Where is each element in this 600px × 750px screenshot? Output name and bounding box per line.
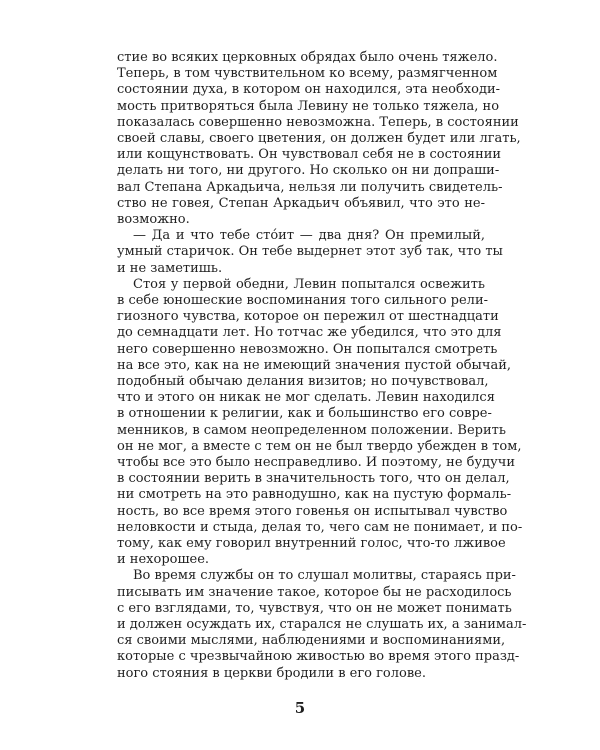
text-line: неловкости и стыда, делая то, чего сам не понимает, и по- <box>117 519 523 535</box>
text-line: стие во всяких церковных обрядах было очень тяжело. <box>117 50 498 65</box>
text-line: состоянии духа, в котором он находился, эта необходи- <box>117 82 501 98</box>
text-line: писывать им значение такое, которое бы не расходилось <box>117 584 512 600</box>
text-line: гиозного чувства, которое он пережил от шестнадцати <box>117 309 499 325</box>
text-line: тому, как ему говорил внутренний голос, что-то лживое <box>117 536 506 551</box>
text-line: — Да и что тебе сто́ит — два дня? Он премилый, <box>133 228 485 244</box>
text-line: ся своими мыслями, наблюдениями и воспоминаниями, <box>117 633 506 649</box>
text-line: делать ни того, ни другого. Но сколько он ни допраши- <box>117 163 500 179</box>
text-line: и нехорошее. <box>117 552 210 568</box>
text-line: до семнадцати лет. Но тотчас же убедился, что это для <box>117 325 502 341</box>
text-line: на все это, как на не имеющий значения пустой обычай, <box>117 357 512 373</box>
text-line: ство не говея, Степан Аркадьич объявил, что это не- <box>117 195 485 211</box>
text-line: в себе юношеские воспоминания того сильного рели- <box>117 293 488 308</box>
text-line: ность, во все время этого говенья он испытывал чувство <box>117 503 508 519</box>
text-line: возможно. <box>117 212 190 227</box>
text-line: которые с чрезвычайною живостью во время этого празд- <box>117 649 520 665</box>
text-line: он не мог, а вместе с тем он не был твердо убежден в том, <box>117 438 522 454</box>
text-line: что и этого он никак не мог сделать. Левин находился <box>117 390 495 406</box>
text-line: и не заметишь. <box>117 260 223 276</box>
text-line: Во время службы он то слушал молитвы, стараясь при- <box>133 568 516 584</box>
text-line: мость притворяться была Левину не только тяжела, но <box>117 98 500 114</box>
text-line: ного стояния в церкви бродили в его голове. <box>117 665 426 681</box>
text-line: подобный обычаю делания визитов; но почувствовал, <box>117 374 489 389</box>
text-line: Теперь, в том чувствительном ко всему, размягченном <box>117 66 498 82</box>
page-number: 5 <box>294 699 306 717</box>
text-line: Стоя у первой обедни, Левин попытался освежить <box>133 276 485 292</box>
text-line: и должен осуждать их, старался не слушать их, а занимал- <box>117 617 527 632</box>
text-line: в отношении к религии, как и большинство его совре- <box>117 406 492 422</box>
text-line: показалась совершенно невозможна. Теперь, в состоянии <box>117 114 519 130</box>
text-line: своей славы, своего цветения, он должен будет или лгать, <box>117 131 521 146</box>
text-line: вал Степана Аркадьича, нельзя ли получить свидетель- <box>117 179 503 195</box>
text-line: чтобы все это было несправедливо. И поэтому, не будучи <box>117 455 516 470</box>
text-line: него совершенно невозможно. Он попытался смотреть <box>117 341 498 357</box>
text-line: менников, в самом неопределенном положении. Верить <box>117 422 506 438</box>
text-line: ни смотреть на это равнодушно, как на пустую формаль- <box>117 487 512 503</box>
text-line: в состоянии верить в значительность того, что он делал, <box>117 471 510 487</box>
text-line: или кощунствовать. Он чувствовал себя не в состоянии <box>117 147 502 163</box>
text-line: умный старичок. Он тебе выдернет этот зуб так, что ты <box>117 244 503 260</box>
text-line: с его взглядами, то, чувствуя, что он не может понимать <box>117 600 512 616</box>
